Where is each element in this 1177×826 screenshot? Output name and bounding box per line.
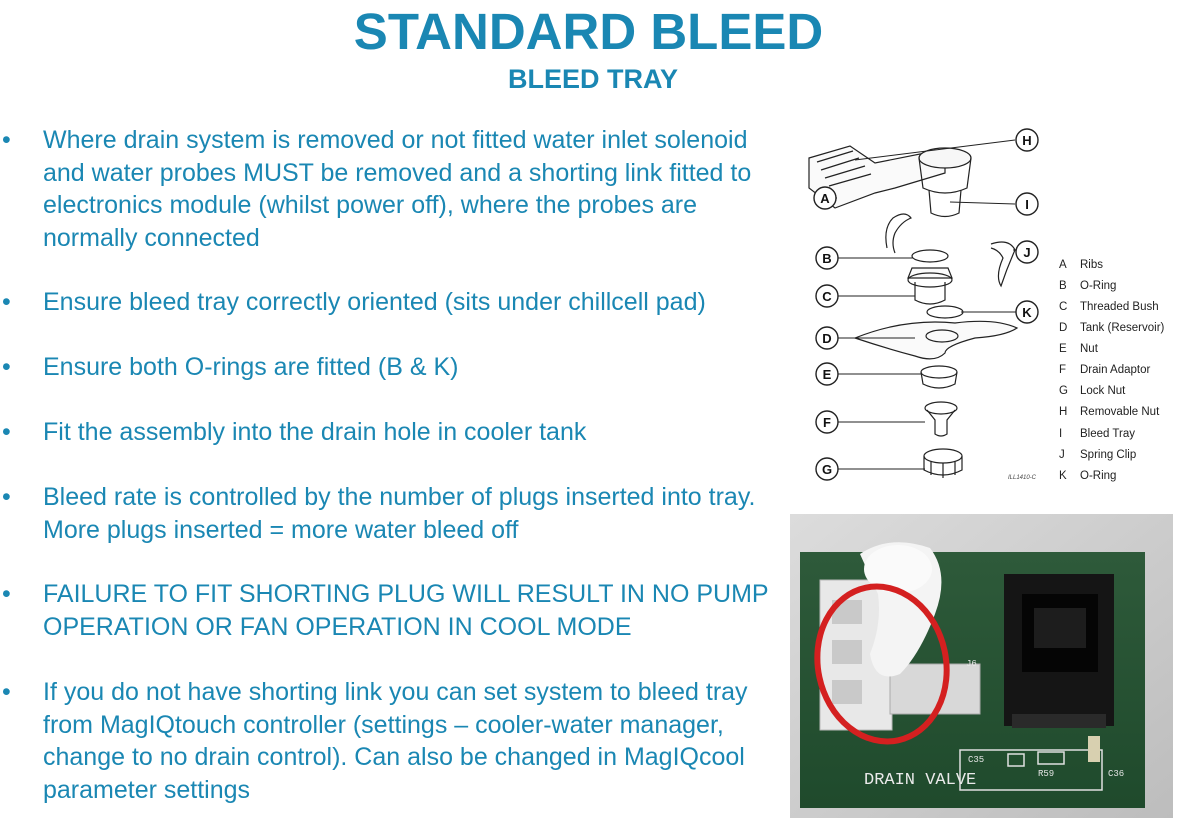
- legend-label: Drain Adaptor: [1080, 364, 1151, 376]
- page-subtitle: BLEED TRAY: [507, 64, 679, 94]
- bullet-text: Ensure both O-rings are fitted (B & K): [43, 353, 459, 381]
- legend-letter: J: [1059, 449, 1065, 461]
- legend-letter: B: [1059, 280, 1067, 292]
- callout-j: J: [1023, 245, 1031, 260]
- legend-label: Removable Nut: [1080, 406, 1160, 418]
- callout-h: H: [1022, 133, 1032, 148]
- bullet-marker: •: [2, 126, 11, 154]
- legend-letter: H: [1059, 406, 1068, 418]
- silkscreen-c35: C35: [968, 755, 985, 765]
- bleed-tray-exploded-diagram: [795, 118, 1177, 490]
- callout-f: F: [823, 415, 831, 430]
- legend-label: Nut: [1080, 343, 1098, 355]
- silkscreen-j6: J6: [966, 659, 977, 669]
- bullet-marker: •: [2, 288, 11, 316]
- legend-letter: C: [1059, 301, 1068, 313]
- drawing-code: ILL1410-C: [1008, 475, 1037, 481]
- callout-c: C: [822, 289, 832, 304]
- page-title: STANDARD BLEED: [353, 3, 824, 60]
- silkscreen-r59: R59: [1038, 769, 1055, 779]
- bullet-marker: •: [2, 353, 11, 381]
- legend-label: Spring Clip: [1080, 449, 1137, 461]
- board-label: DRAIN VALVE: [864, 771, 977, 790]
- legend-label: Tank (Reservoir): [1080, 322, 1165, 334]
- callout-a: A: [820, 191, 830, 206]
- bullet-marker: •: [2, 483, 11, 511]
- bullet-marker: •: [2, 580, 11, 608]
- legend-letter: K: [1059, 470, 1067, 482]
- legend-letter: F: [1059, 364, 1067, 376]
- silkscreen-c36: C36: [1108, 769, 1125, 779]
- bullet-text: Fit the assembly into the drain hole in cooler tank: [43, 418, 587, 446]
- legend-label: O-Ring: [1080, 470, 1117, 482]
- legend-letter: D: [1059, 322, 1068, 334]
- callout-k: K: [1022, 305, 1032, 320]
- circuit-board-photo: [790, 514, 1173, 818]
- callout-e: E: [822, 367, 832, 382]
- bullet-text: Ensure bleed tray correctly oriented (sits under chillcell pad): [43, 288, 706, 316]
- parts-legend: [1059, 259, 1165, 482]
- bullet-marker: •: [2, 418, 11, 446]
- callout-i: I: [1025, 197, 1029, 212]
- callout-b: B: [822, 251, 832, 266]
- bullet-text: If you do not have shorting link you can set system to bleed tray from MagIQtouch controller (settings – cooler-water manager, change to no drain control). Can also be changed in MagIQcool parameter settings: [43, 678, 748, 804]
- bullet-marker: •: [2, 678, 11, 706]
- legend-letter: E: [1059, 343, 1067, 355]
- bullet-text: FAILURE TO FIT SHORTING PLUG WILL RESULT IN NO PUMP OPERATION OR FAN OPERATION IN COOL MODE: [43, 580, 769, 641]
- callout-d: D: [822, 331, 832, 346]
- legend-letter: G: [1059, 385, 1068, 397]
- bullet-text: Bleed rate is controlled by the number of plugs inserted into tray. More plugs inserted = more water bleed off: [43, 483, 756, 544]
- callout-g: G: [821, 462, 833, 477]
- legend-letter: A: [1059, 259, 1067, 271]
- legend-label: Threaded Bush: [1080, 301, 1159, 313]
- legend-label: O-Ring: [1080, 280, 1117, 292]
- legend-label: Lock Nut: [1080, 385, 1126, 397]
- legend-label: Ribs: [1080, 259, 1104, 271]
- legend-label: Bleed Tray: [1080, 428, 1135, 440]
- legend-letter: I: [1059, 428, 1063, 440]
- bullet-text: Where drain system is removed or not fitted water inlet solenoid and water probes MUST be removed and a shorting link fitted to electronics module (whilst power off), where the probes are normally connected: [43, 126, 752, 252]
